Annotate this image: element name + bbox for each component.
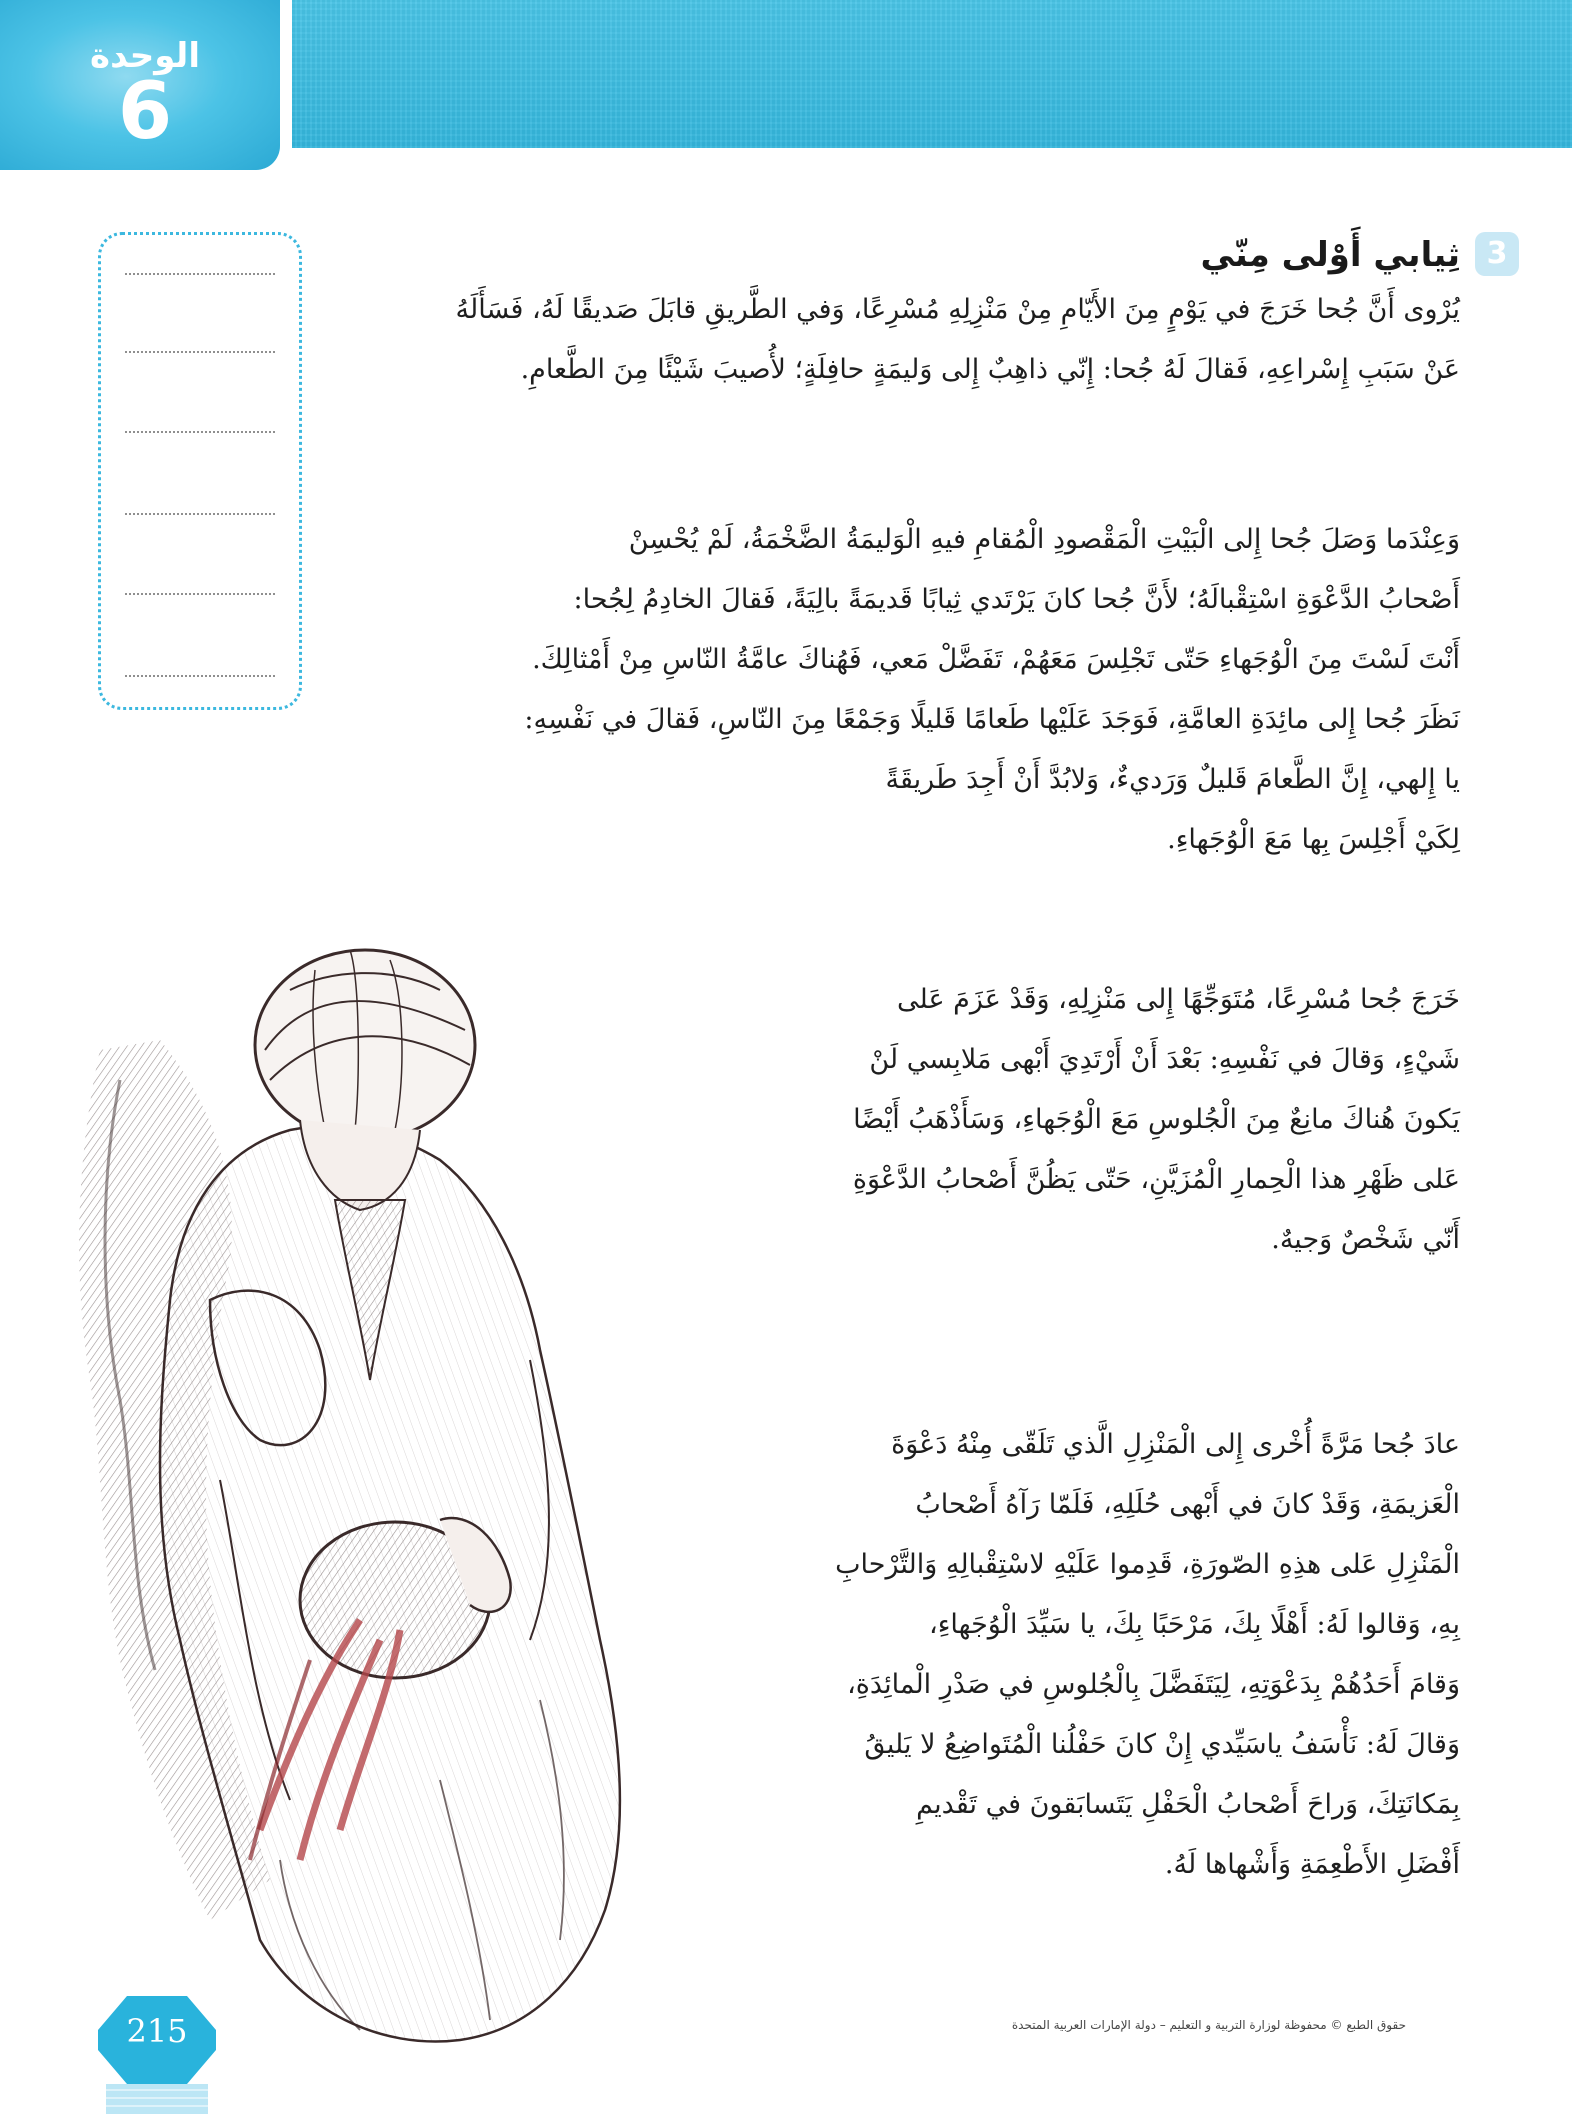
text-line: عادَ جُحا مَرَّةً أُخْرى إِلى الْمَنْزِلِ الَّذي تَلَقّى مِنْهُ دَعْوَةَ — [891, 1429, 1460, 1460]
text-line: بِهِ، وَقالوا لَهُ: أَهْلًا بِكَ، مَرْحَبًا بِكَ، يا سَيِّدَ الْوُجَهاءِ، — [929, 1609, 1460, 1640]
text-line: لِكَيْ أَجْلِسَ بِها مَعَ الْوُجَهاءِ. — [1167, 824, 1460, 855]
text-line: أَنّي شَخْصٌ وَجيهٌ. — [1271, 1224, 1460, 1255]
text-line: عَنْ سَبَبِ إِسْراعِهِ، فَقالَ لَهُ جُحا: إِنّي ذاهِبٌ إِلى وَليمَةٍ حافِلَةٍ؛ لأُصيبَ شَيْئًا مِنَ الطَّعامِ. — [520, 354, 1460, 385]
note-line[interactable] — [125, 351, 275, 353]
text-line: يا إِلهي، إِنَّ الطَّعامَ قَليلٌ وَرَديءٌ، وَلابُدَّ أَنْ أَجِدَ طَريقَةً — [885, 764, 1460, 795]
unit-number: 6 — [117, 67, 173, 157]
notes-box — [98, 232, 302, 710]
section-title: ثِيابي أَوْلى مِنّي — [1200, 235, 1460, 275]
note-line[interactable] — [125, 675, 275, 677]
text-line: أَصْحابُ الدَّعْوَةِ اسْتِقْبالَهُ؛ لأَنَّ جُحا كانَ يَرْتَدي ثِيابًا قَديمَةً بالِيَةً، فَقالَ الخادِمُ لِجُحا: — [573, 584, 1460, 615]
story-paragraph-2 — [330, 510, 1460, 870]
unit-label: الوحدة — [90, 36, 200, 76]
text-line: الْمَنْزِلِ عَلى هذِهِ الصّورَةِ، قَدِموا عَلَيْهِ لاسْتِقْبالِهِ وَالتَّرْحابِ — [835, 1549, 1460, 1580]
note-line[interactable] — [125, 273, 275, 275]
text-line: يَكونَ هُناكَ مانِعٌ مِنَ الْجُلوسِ مَعَ الْوُجَهاءِ، وَسَأَذْهَبُ أَيْضًا — [853, 1104, 1460, 1135]
text-line: وَقامَ أَحَدُهُمْ بِدَعْوَتِهِ، لِيَتَفَضَّلَ بِالْجُلوسِ في صَدْرِ الْمائِدَةِ، — [847, 1669, 1460, 1700]
text-line: وَقالَ لَهُ: نَأْسَفُ ياسَيِّدي إِنْ كانَ حَفْلُنا الْمُتَواضِعُ لا يَليقُ — [864, 1729, 1460, 1760]
text-line: عَلى ظَهْرِ هذا الْحِمارِ الْمُزَيَّنِ، حَتّى يَظُنَّ أَصْحابُ الدَّعْوَةِ — [852, 1164, 1460, 1195]
page-number: 215 — [126, 2012, 188, 2050]
copyright-notice: حقوق الطبع © محفوظة لوزارة التربية و التعليم – دولة الإمارات العربية المتحدة — [1011, 2018, 1406, 2032]
note-line[interactable] — [125, 593, 275, 595]
text-line: بِمَكانَتِكَ، وَراحَ أَصْحابُ الْحَفْلِ يَتَسابَقونَ في تَقْديمِ — [916, 1789, 1460, 1820]
note-line[interactable] — [125, 431, 275, 433]
text-line: الْعَزيمَةِ، وَقَدْ كانَ في أَبْهى حُلَلِهِ، فَلَمّا رَآهُ أَصْحابُ — [915, 1489, 1460, 1520]
note-line[interactable] — [125, 513, 275, 515]
text-line: يُرْوى أَنَّ جُحا خَرَجَ في يَوْمٍ مِنَ الأَيّامِ مِنْ مَنْزِلِهِ مُسْرِعًا، وَفي الطَّريقِ قابَلَ صَديقًا لَهُ، فَسَأَلَهُ — [455, 294, 1460, 325]
text-line: أَنْتَ لَسْتَ مِنَ الْوُجَهاءِ حَتّى تَجْلِسَ مَعَهُمْ، تَفَضَّلْ مَعي، فَهُناكَ عامَّةُ النّاسِ مِنْ أَمْثالِكَ. — [532, 644, 1460, 675]
unit-tab — [0, 0, 292, 180]
text-line: خَرَجَ جُحا مُسْرِعًا، مُتَوَجِّهًا إِلى مَنْزِلِهِ، وَقَدْ عَزَمَ عَلى — [897, 984, 1460, 1015]
section-number-badge: 3 — [1475, 232, 1519, 276]
page-number-badge — [92, 1990, 222, 2120]
story-paragraph-1 — [330, 280, 1460, 400]
text-line: نَظَرَ جُحا إِلى مائِدَةِ العامَّةِ، فَوَجَدَ عَلَيْها طَعامًا قَليلًا وَجَمْعًا مِنَ النّاسِ، فَقالَ في نَفْسِهِ: — [524, 704, 1460, 735]
turban — [255, 950, 475, 1140]
text-line: أَفْضَلِ الأَطْعِمَةِ وَأَشْهاها لَهُ. — [1164, 1849, 1460, 1880]
text-line: وَعِنْدَما وَصَلَ جُحا إِلى الْبَيْتِ الْمَقْصودِ الْمُقامِ فيهِ الْوَليمَةُ الضَّخْمَةُ، لَمْ يُحْسِنْ — [628, 524, 1460, 555]
story-paragraph-3 — [780, 970, 1460, 1270]
juha-illustration — [60, 880, 710, 2080]
story-paragraph-4 — [740, 1415, 1460, 1895]
text-line: شَيْءٍ، وَقالَ في نَفْسِهِ: بَعْدَ أَنْ أَرْتَدِيَ أَبْهى مَلابِسي لَنْ — [869, 1044, 1460, 1075]
